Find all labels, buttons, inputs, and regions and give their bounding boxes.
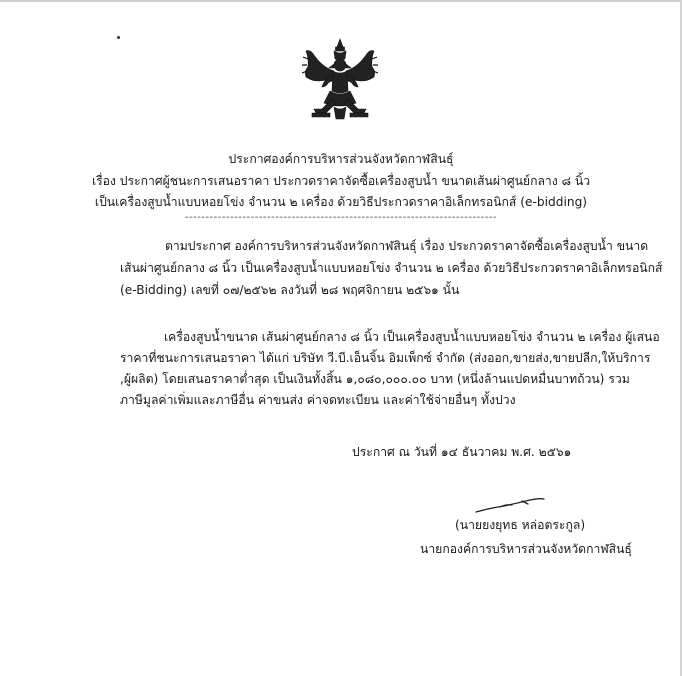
- paragraph-1-line-1: ตามประกาศ องค์การบริหารส่วนจังหวัดกาฬสินธุ์ เรื่อง ประกวดราคาจัดซื้อเครื่องสูบน้ำ ขนาด: [165, 239, 649, 253]
- subject-line-2: เป็นเครื่องสูบน้ำแบบหอยโข่ง จำนวน ๒ เครื่อง ด้วยวิธีประกวดราคาอิเล็กทรอนิกส์ (e-bidding): [94, 195, 588, 209]
- subject-line-1: เรื่อง ประกาศผู้ชนะการเสนอราคา ประกวดราคาจัดซื้อเครื่องสูบน้ำ ขนาดเส้นผ่าศูนย์กลาง ๘ นิ้ว: [91, 174, 591, 188]
- dashed-separator: ----------------------------------------------------------------------------: [184, 212, 498, 223]
- paragraph-1-line-2: เส้นผ่าศูนย์กลาง ๘ นิ้ว เป็นเครื่องสูบน้ำแบบหอยโข่ง จำนวน ๒ เครื่อง ด้วยวิธีประกวดราคาอิเล็กทรอนิกส์: [120, 261, 663, 275]
- scan-edge-top: [0, 0, 682, 2]
- paragraph-1-line-3: (e-Bidding) เลขที่ ๐๗/๒๕๖๒ ลงวันที่ ๒๘ พฤศจิกายน ๒๕๖๑ นั้น: [120, 283, 460, 297]
- paragraph-2-line-3: ,ผู้ผลิต) โดยเสนอราคาต่ำสุด เป็นเงินทั้งสิ้น ๑,๐๘๐,๐๐๐.๐๐ บาท (หนึ่งล้านแปดหมื่นบาทถ้วน) รวม: [120, 372, 630, 386]
- handwritten-signature: [470, 490, 550, 520]
- signatory-position: นายกองค์การบริหารส่วนจังหวัดกาฬสินธุ์: [420, 542, 632, 556]
- paragraph-2-line-4: ภาษีมูลค่าเพิ่มและภาษีอื่น ค่าขนส่ง ค่าจดทะเบียน และค่าใช้จ่ายอื่นๆ ทั้งปวง: [120, 393, 516, 407]
- garuda-emblem-icon: [300, 37, 380, 122]
- org-announcement-title: ประกาศองค์การบริหารส่วนจังหวัดกาฬสินธุ์: [228, 152, 454, 166]
- paragraph-2-line-2: ราคาที่ชนะการเสนอราคา ได้แก่ บริษัท วี.บี.เอ็นจิ้น อิมเพ็กซ์ จำกัด (ส่งออก,ขายส่ง,ขายปลีก,ให้บริการ: [120, 351, 651, 365]
- signatory-name: (นายยงยุทธ หล่อตระกูล): [455, 518, 586, 532]
- scan-speck: [117, 36, 120, 39]
- announcement-date: ประกาศ ณ วันที่ ๑๔ ธันวาคม พ.ศ. ๒๕๖๑: [352, 445, 572, 459]
- paragraph-2-line-1: เครื่องสูบน้ำขนาด เส้นผ่าศูนย์กลาง ๘ นิ้ว เป็นเครื่องสูบน้ำแบบหอยโข่ง จำนวน ๒ เครื่อง ผู้เสนอ: [164, 330, 660, 344]
